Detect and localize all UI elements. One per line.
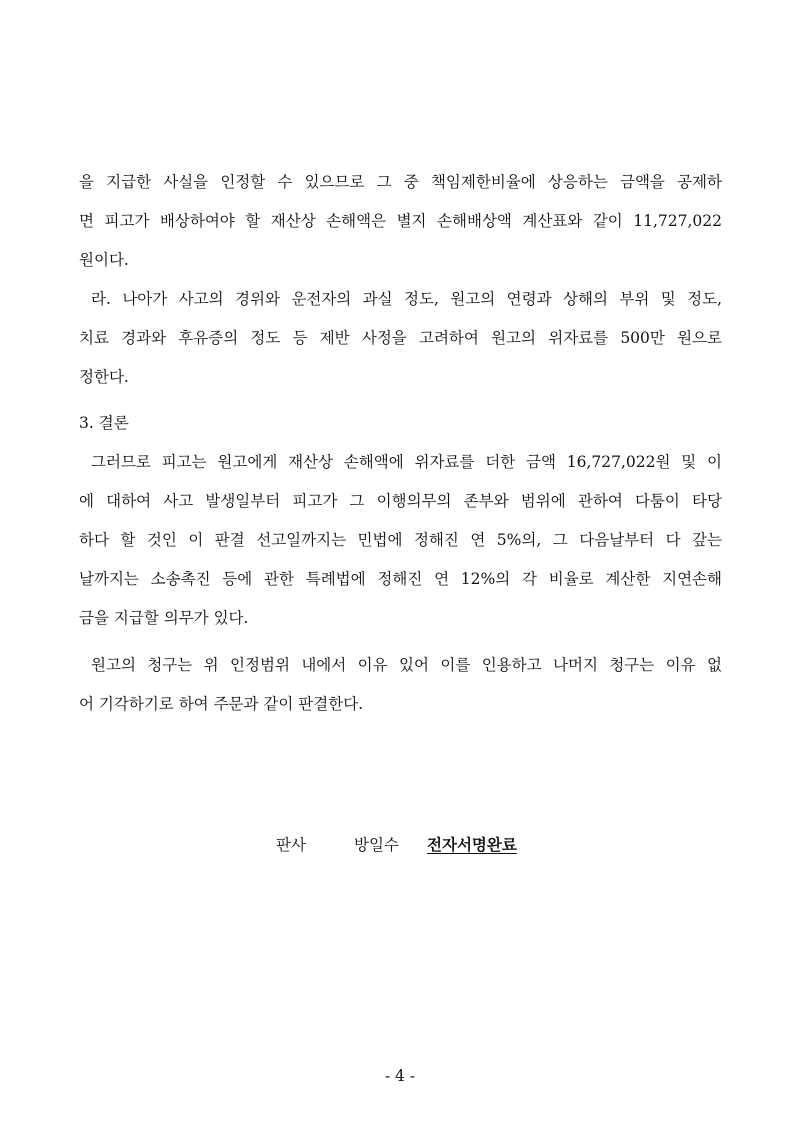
judge-title: 판사 (276, 836, 306, 854)
page-number: - 4 - (384, 1067, 416, 1085)
judge-name: 방일수 (354, 836, 399, 854)
signature-block (0, 833, 800, 857)
para4-line-1: 원고의 청구는 위 인정범위 내에서 이유 있어 이를 인용하고 나머지 청구는 이유 없 (91, 656, 722, 674)
electronic-signature: 전자서명완료 (427, 835, 517, 854)
para3-line-1: 그러므로 피고는 원고에게 재산상 손해액에 위자료를 더한 금액 16,727,022원 및 이 (91, 453, 722, 471)
para3-line-2: 에 대하여 사고 발생일부터 피고가 그 이행의무의 존부와 범위에 관하여 다툼이 타당 (79, 492, 722, 510)
para1-line-3: 원이다. (79, 251, 129, 269)
para3-line-3: 하다 할 것인 이 판결 선고일까지는 민법에 정해진 연 5%의, 그 다음날부터 다 갚는 (79, 531, 722, 549)
para2-line-1: 라. 나아가 사고의 경위와 운전자의 과실 정도, 원고의 연령과 상해의 부위 및 정도, (91, 290, 722, 308)
para1-line-1: 을 지급한 사실을 인정할 수 있으므로 그 중 책임제한비율에 상응하는 금액을 공제하 (79, 173, 722, 191)
para4-line-2: 어 기각하기로 하여 주문과 같이 판결한다. (79, 695, 364, 713)
para3-line-4: 날까지는 소송촉진 등에 관한 특례법에 정해진 연 12%의 각 비율로 계산한 지연손해 (79, 570, 722, 588)
para2-line-2: 치료 경과와 후유증의 정도 등 제반 사정을 고려하여 원고의 위자료를 500만 원으로 (79, 329, 722, 347)
para3-line-5: 금을 지급할 의무가 있다. (79, 609, 249, 627)
section-heading: 3. 결론 (79, 414, 129, 432)
para1-line-2: 면 피고가 배상하여야 할 재산상 손해액은 별지 손해배상액 계산표와 같이 11,727,022 (79, 212, 722, 230)
para2-line-3: 정한다. (79, 368, 129, 386)
